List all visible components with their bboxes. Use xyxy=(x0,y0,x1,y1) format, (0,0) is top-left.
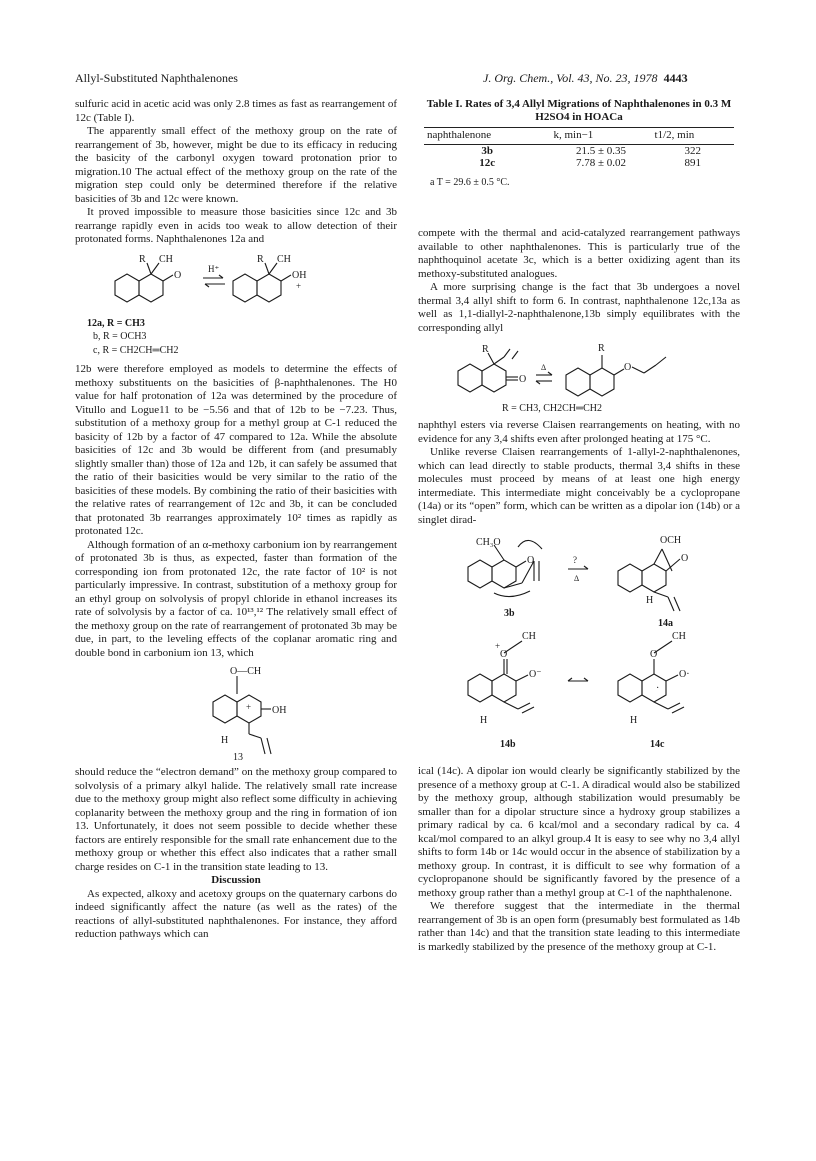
paragraph: Unlike reverse Claisen rearrangements of 1-allyl-2-naphthalenones, which can lead directly to stable products, thermal 3,4 shifts in these molecules must proceed by means of at least one high energy intermediate. This intermediate might conceivably be a cyclopropane (14a) or its “open” form, which can be written as a dipolar ion (14b) or a singlet dirad- xyxy=(418,446,740,526)
table-row xyxy=(424,157,734,169)
svg-text:O—CH: O—CH xyxy=(230,666,262,677)
section-heading: Discussion xyxy=(211,874,261,886)
svg-text:O: O xyxy=(519,374,527,385)
table-footnote: a T = 29.6 ± 0.5 °C. xyxy=(430,176,510,188)
svg-text:H: H xyxy=(221,735,229,746)
svg-text:OH: OH xyxy=(272,705,287,716)
svg-text:O·: O· xyxy=(679,669,690,680)
compound-label: 13 xyxy=(233,752,243,762)
paragraph: 12b were therefore employed as models to determine the effects of methoxy substituents on the basicities of β-naphthalenones. The H0 value for half protonation of 12a was determined by the procedure of Vitullo and Logue11 to be −5.56 and that of 12b to be −7.23. Thus, substitution of a methoxy group for a methyl group at C-1 reduced the basicity of 12b by a factor of 47 compared to 12a. While the absolute basicities of 12c and 3b would be different from (and presumably slightly smaller than) those of 12a and 12b, it can safely be assumed that the ratio of their basicities would be very similar to the ratio of the basicities of these models. By combining the ratio of their basicities with the relative rates of rearrangement of 12c and 3b, it can be concluded that protonated 3b rearranges approximately 10² times as rapidly as protonated 12c. xyxy=(75,363,397,537)
paragraph: naphthyl esters via reverse Claisen rearrangements on heating, with no evidence for any 3,4 shifts even after prolonged heating at 175 °C. xyxy=(418,419,740,445)
svg-text:R: R xyxy=(482,344,489,355)
svg-text:O: O xyxy=(681,553,689,564)
compound-label: b, R = OCH3 xyxy=(93,331,147,342)
svg-text:+: + xyxy=(296,280,302,291)
svg-text:OCH: OCH xyxy=(660,535,682,546)
table-row xyxy=(424,144,734,157)
table-header: k, min−1 xyxy=(550,128,651,145)
paragraph: compete with the thermal and acid-catalyzed rearrangement pathways available to other naphthalenones. This is particularly true of the naphthoquinol acetate 3c, which is a better oxidizing agent than its methoxy-substituted analogues. xyxy=(418,227,740,280)
svg-text:+: + xyxy=(495,641,501,651)
svg-text:O: O xyxy=(624,362,632,373)
paragraph: It proved impossible to measure those basicities since 12c and 3b rearrange rapidly even in acids too weak to allow detection of their protonated forms. Naphthalenones 12a and xyxy=(75,206,397,245)
paragraph: ical (14c). A dipolar ion would clearly be significantly stabilized by the presence of a methoxy group at C-1. A diradical would also be stabilized by the methoxy group, although stabilization would presumably be smaller than for a dipolar structure since a hydroxy group stabilizes a primary radical by ca. 6 kcal/mol and a secondary radical by ca. 4 kcal/mol compared to an alkyl group.4 It is easy to see why no 3,4 allyl shifts to form 14b or 14c would occur in the absence of stabilization by a methoxy group. In contrast, it is difficult to see why formation of a cyclopropanone should be significantly favored by the presence of a methoxy group rather than a methyl group at C-1 of the naphthalenone. xyxy=(418,765,740,899)
table-title: Table I. Rates of 3,4 Allyl Migrations of Naphthalenones in 0.3 M H2SO4 in HOACa xyxy=(426,98,732,123)
right-column xyxy=(418,98,740,954)
svg-text:·: · xyxy=(656,683,660,694)
table-cell: 12c xyxy=(479,156,496,169)
svg-text:CH: CH xyxy=(159,253,173,265)
substituent-label: R = CH3, CH2CH═CH2 xyxy=(502,403,602,414)
paragraph: The apparently small effect of the methoxy group on the rate of rearrangement of 3b, however, might be due to its efficacy in reducing the basicity of the carbonyl oxygen toward protonation prior to migration.10 The actual effect of the methoxy group on the rate of the migration step could only be determined therefore if the relative basicities of 3b and 12c were known. xyxy=(75,125,397,205)
scheme-carbonium-ion-13 xyxy=(75,664,397,762)
svg-text:R: R xyxy=(139,253,146,265)
svg-text:CH: CH xyxy=(522,631,536,642)
svg-text:H: H xyxy=(630,715,638,726)
svg-text:O: O xyxy=(174,269,182,281)
scheme-intermediates-14 xyxy=(418,531,740,761)
compound-label: 12a, R = CH3 xyxy=(87,317,145,329)
table-1 xyxy=(418,98,740,189)
compound-label: 14c xyxy=(650,739,665,750)
table-cell: 322 xyxy=(684,144,702,157)
svg-text:O: O xyxy=(527,555,535,566)
paragraph: sulfuric acid in acetic acid was only 2.8 times as fast as rearrangement of 12c (Table I). xyxy=(75,98,397,124)
svg-text:Δ: Δ xyxy=(541,363,547,372)
svg-text:CH: CH xyxy=(277,253,291,265)
table-cell: 3b xyxy=(481,144,494,157)
svg-text:Δ: Δ xyxy=(574,574,580,583)
compound-label: 14b xyxy=(500,739,516,750)
svg-text:H: H xyxy=(646,595,654,606)
paragraph: Although formation of an α-methoxy carbonium ion by rearrangement of protonated 3b is thus, as expected, faster than formation of the corresponding ion from protonated 12c, the rate factor of 10² is not particularly impressive. In contrast, substitution of a methoxy group for an ethyl group on solvolysis of propyl chloride in ethanol increases its rate of solvolysis by a factor of ca. 10¹³,¹² The relatively small effect of the methoxy group on the rate of rearrangement of protonated 3b may be due, in part, to the leveling effects of the coplanar aromatic ring and double bond in carbonium ion 13, which xyxy=(75,538,398,659)
svg-text:CH: CH xyxy=(672,631,686,642)
svg-text:?: ? xyxy=(573,555,577,565)
table-cell: 7.78 ± 0.02 xyxy=(575,156,627,169)
paragraph: should reduce the “electron demand” on the methoxy group compared to solvolysis of a primary alkyl halide. The relatively small rate increase due to the methoxy group might also reflect some difficulty in achieving coplanarity between the methoxy group and the ring in formation of ion 13. Unfortunately, it does not seem possible to decide whether these factors are entirely responsible for the small rate enhancement due to the methoxy group or whether this effect also indicates that a rather small charge resides on C-1 in the transition state leading to 13. xyxy=(75,766,397,873)
svg-text:H: H xyxy=(480,715,488,726)
table-header: t1/2, min xyxy=(652,128,734,145)
running-title: Allyl-Substituted Naphthalenones xyxy=(75,71,238,85)
scheme-12-protonation xyxy=(75,251,397,313)
compound-label: 3b xyxy=(504,608,515,619)
left-column xyxy=(75,98,397,942)
paragraph: We therefore suggest that the intermediate in the thermal rearrangement of 3b is an open form (presumably best formulated as 14b rather than 14c) and that the transition state leading to this intermediate is markedly stabilized by the presence of the methoxy group at C-1. xyxy=(418,900,740,953)
svg-text:O: O xyxy=(650,649,658,660)
table-cell: 891 xyxy=(684,156,702,169)
table-cell: 21.5 ± 0.35 xyxy=(575,144,627,157)
paragraph: As expected, alkoxy and acetoxy groups on the quaternary carbons do indeed significantly affect the nature (as well as the rates) of the reactions of allyl-substituted naphthalenones. For instance, they afford reduction pathways which can xyxy=(75,887,397,940)
svg-text:R: R xyxy=(598,343,605,354)
compound-label: 14a xyxy=(658,618,673,629)
compound-label: c, R = CH2CH═CH2 xyxy=(93,344,179,356)
scheme-reverse-claisen xyxy=(418,339,740,415)
table-header: naphthalenone xyxy=(424,128,550,145)
svg-text:H⁺: H⁺ xyxy=(208,263,220,274)
journal-citation xyxy=(483,71,688,86)
paragraph: A more surprising change is the fact that 3b undergoes a novel thermal 3,4 allyl shift to form 6. In contrast, naphthalenone 12c,13a as well as 1,1-diallyl-2-naphthalenone,13b simply equilibrates with the corresponding allyl xyxy=(418,281,740,334)
svg-text:R: R xyxy=(257,253,264,265)
svg-text:CH₃O: CH₃O xyxy=(476,537,501,548)
journal-name: J. Org. Chem., Vol. 43, No. 23, 1978 xyxy=(483,71,658,85)
page-number: 4443 xyxy=(663,71,688,85)
svg-text:O: O xyxy=(500,649,508,660)
svg-text:OH: OH xyxy=(292,269,307,281)
svg-text:O⁻: O⁻ xyxy=(529,669,542,680)
rates-table xyxy=(424,127,734,169)
svg-text:+: + xyxy=(246,702,252,712)
